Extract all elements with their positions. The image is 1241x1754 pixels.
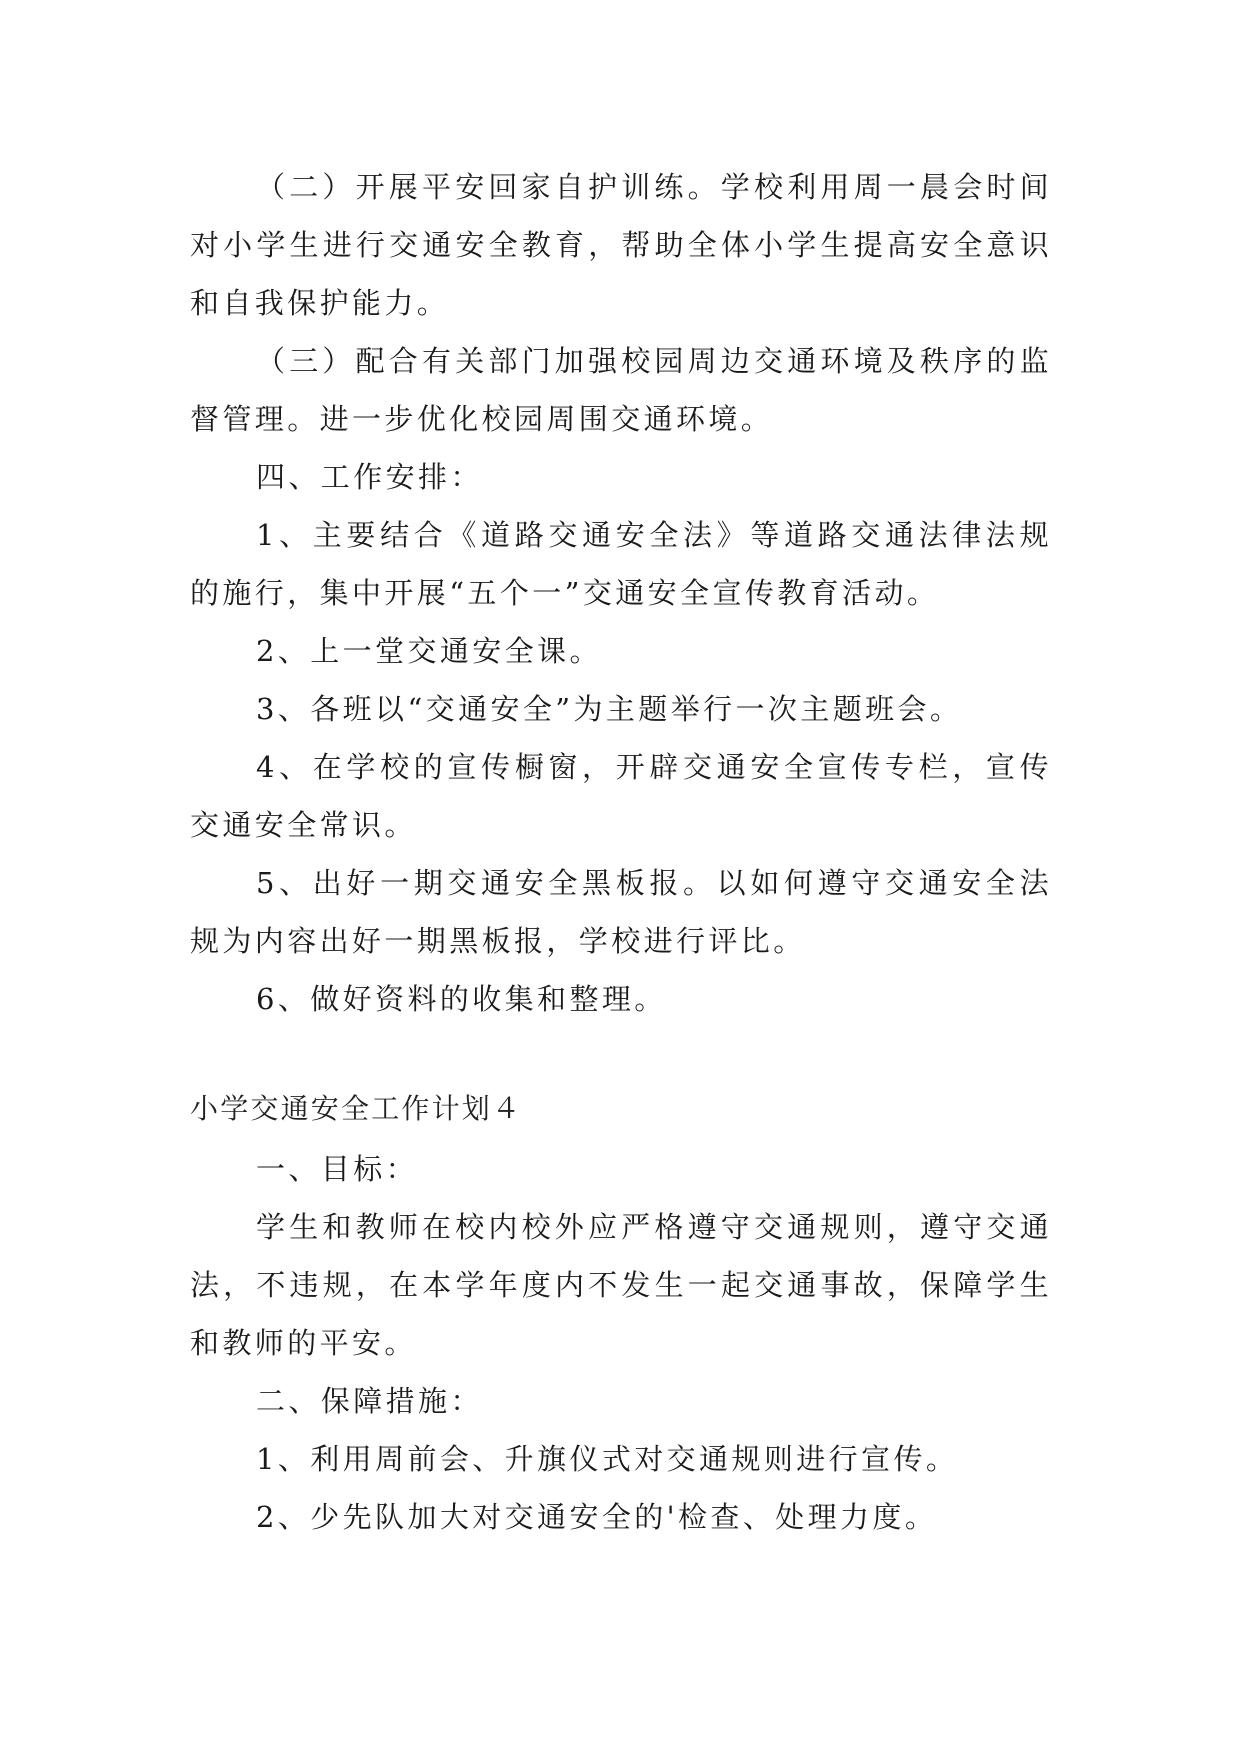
- paragraph-goal-heading: 一、目标：: [256, 1152, 419, 1186]
- paragraph-measures-heading: 二、保障措施：: [256, 1384, 483, 1418]
- paragraph-safe-way-home-training: （二）开展平安回家自护训练。学校利用周一晨会时间对小学生进行交通安全教育，帮助全体小学生提高安全意识和自我保护能力。: [190, 170, 1052, 320]
- paragraph-measure-2: 2、少先队加大对交通安全的'检查、处理力度。: [256, 1500, 938, 1534]
- paragraph-measure-1: 1、利用周前会、升旗仪式对交通规则进行宣传。: [256, 1442, 959, 1476]
- paragraph-campus-traffic-supervision: （三）配合有关部门加强校园周边交通环境及秩序的监督管理。进一步优化校园周围交通环境。: [190, 344, 1052, 436]
- paragraph-item-2: 2、上一堂交通安全课。: [256, 634, 602, 668]
- section-title: 小学交通安全工作计划４: [190, 1092, 523, 1125]
- paragraph-item-4: 4、在学校的宣传橱窗，开辟交通安全宣传专栏，宣传交通安全常识。: [190, 750, 1052, 842]
- paragraph-item-5: 5、出好一期交通安全黑板报。以如何遵守交通安全法规为内容出好一期黑板报，学校进行评比。: [190, 866, 1052, 958]
- paragraph-item-3: 3、各班以“交通安全”为主题举行一次主题班会。: [256, 692, 963, 726]
- paragraph-work-arrangement-heading: 四、工作安排：: [256, 460, 483, 494]
- paragraph-goal-text: 学生和教师在校内校外应严格遵守交通规则，遵守交通法，不违规，在本学年度内不发生一起交通事故，保障学生和教师的平安。: [190, 1210, 1052, 1360]
- paragraph-item-1: 1、主要结合《道路交通安全法》等道路交通法律法规的施行，集中开展“五个一”交通安全宣传教育活动。: [190, 518, 1052, 610]
- paragraph-item-6: 6、做好资料的收集和整理。: [256, 982, 667, 1016]
